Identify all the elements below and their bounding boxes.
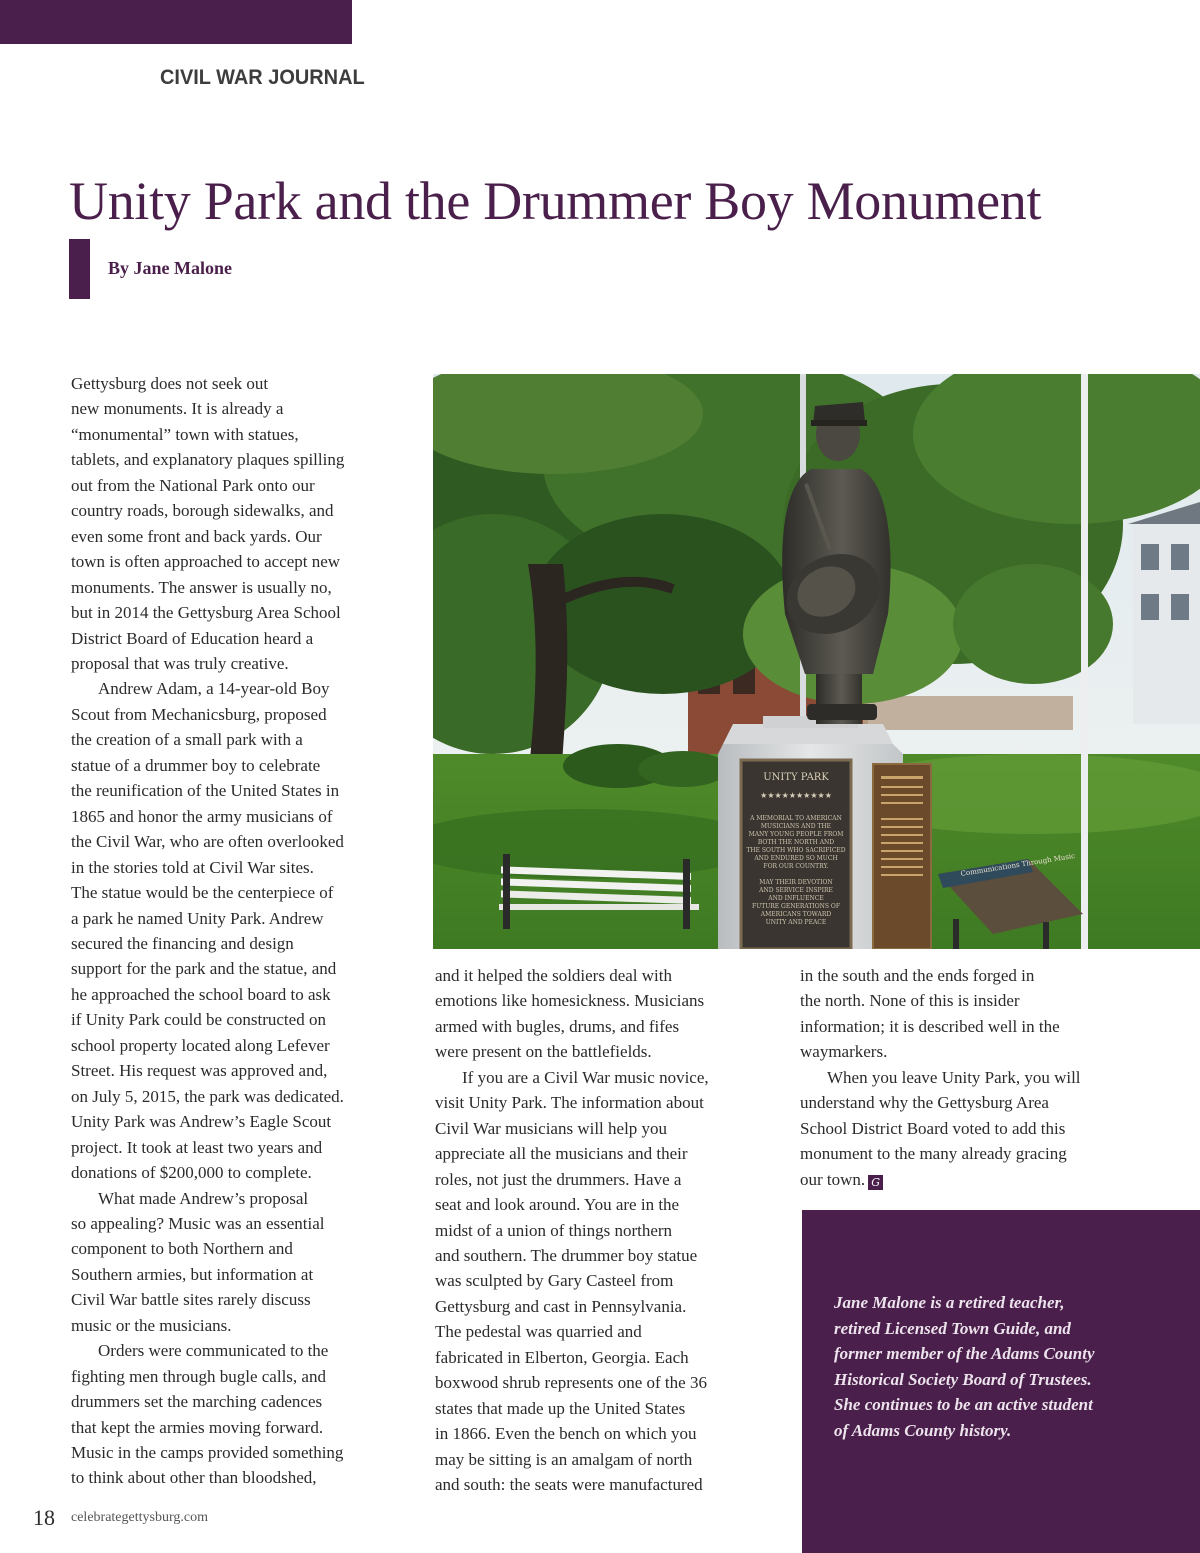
text-line: the north. None of this is insider [800,991,1020,1011]
text-line: that kept the armies moving forward. [71,1417,324,1437]
article-column-2 [435,963,770,1498]
text-line: proposal that was truly creative. [71,653,289,673]
text-line: drummers set the marching cadences [71,1392,323,1412]
text-line: if Unity Park could be constructed on [71,1010,326,1030]
text-line: out from the National Park onto our [71,475,315,495]
plaque-line: AND SERVICE INSPIRE [759,887,833,894]
text-line: Civil War battle sites rarely discuss [71,1290,311,1310]
text-line: secured the financing and design [71,933,294,953]
text-line: understand why the Gettysburg Area [800,1093,1049,1113]
text-line: What made Andrew’s proposal [98,1188,309,1208]
text-line: in the stories told at Civil War sites. [71,857,314,877]
plaque-line: AND ENDURED SO MUCH [754,855,838,862]
plaque-stars: ★★★★★★★★★★ [760,791,832,800]
text-line: The pedestal was quarried and [435,1322,642,1342]
text-line: When you leave Unity Park, you will [827,1067,1081,1087]
text-line: states that made up the United States [435,1398,686,1418]
article-column-3 [800,963,1135,1192]
text-line: monuments. The answer is usually no, [71,577,332,597]
section-label: CIVIL WAR JOURNAL [160,66,365,89]
bio-line: Historical Society Board of Trustees. [834,1369,1092,1389]
text-line: the creation of a small park with a [71,730,303,750]
text-line: information; it is described well in the [800,1016,1060,1036]
text-line: Street. His request was approved and, [71,1061,328,1081]
text-line: Civil War musicians will help you [435,1118,668,1138]
text-line: armed with bugles, drums, and fifes [435,1016,680,1036]
text-line: the Civil War, who are often overlooked [71,832,344,852]
text-line: midst of a union of things northern [435,1220,673,1240]
text-line: were present on the battlefields. [435,1042,652,1062]
article-title: Unity Park and the Drummer Boy Monument [69,171,1042,231]
text-line: Music in the camps provided something [71,1443,344,1463]
author-bio-box [802,1210,1200,1553]
text-line: the reunification of the United States in [71,781,340,801]
plaque-line: FOR OUR COUNTRY. [763,863,829,870]
text-line: support for the park and the statue, and [71,959,337,979]
text-line: was sculpted by Gary Casteel from [435,1271,674,1291]
text-line: donations of $200,000 to complete. [71,1163,312,1183]
text-line: emotions like homesickness. Musicians [435,991,705,1011]
byline-accent-bar [69,239,90,299]
text-line: so appealing? Music was an essential [71,1213,325,1233]
page-number: 18 [33,1505,55,1530]
text-line: Unity Park was Andrew’s Eagle Scout [71,1112,332,1132]
bio-line: She continues to be an active student [834,1395,1093,1414]
end-of-article-icon: G [868,1175,883,1190]
text-line: If you are a Civil War music novice, [462,1067,709,1087]
text-line: country roads, borough sidewalks, and [71,501,334,521]
plaque-line: MUSICIANS AND THE [760,823,832,830]
text-line: School District Board voted to add this [800,1118,1066,1138]
plaque-line: MAY THEIR DEVOTION [759,879,833,886]
text-line: Andrew Adam, a 14-year-old Boy [98,679,330,699]
text-line: may be sitting is an amalgam of north [435,1449,693,1469]
text-line-end: our town. [800,1169,866,1189]
footer-website: celebrategettysburg.com [71,1510,208,1525]
text-line: District Board of Education heard a [71,628,314,648]
text-line: Gettysburg does not seek out [71,374,269,393]
plaque-line: AND INFLUENCE [768,895,824,902]
top-accent-bar [0,0,352,44]
text-line: music or the musicians. [71,1315,232,1335]
bio-line: retired Licensed Town Guide, and [834,1318,1071,1338]
text-line: Southern armies, but information at [71,1264,314,1284]
author-bio [834,1290,1095,1443]
text-line: and southern. The drummer boy statue [435,1245,698,1265]
text-line: he approached the school board to ask [71,984,331,1004]
monument-photo [433,374,1200,949]
text-line: and south: the seats were manufactured [435,1475,703,1495]
text-line: visit Unity Park. The information about [435,1093,704,1113]
plaque-line: AMERICANS TOWARD [760,911,832,918]
text-line: new monuments. It is already a [71,399,284,419]
article-column-1 [71,371,406,1491]
text-line: on July 5, 2015, the park was dedicated. [71,1086,344,1106]
bio-line: former member of the Adams County [834,1344,1095,1363]
text-line: “monumental” town with statues, [71,424,299,444]
text-line: fabricated in Elberton, Georgia. Each [435,1347,689,1367]
text-line: in the south and the ends forged in [800,966,1035,985]
text-line: seat and look around. You are in the [435,1195,680,1215]
text-line: Orders were communicated to the [98,1341,329,1361]
unity-park-plaque [741,760,851,949]
text-line [800,1167,1135,1192]
text-line: waymarkers. [800,1042,888,1062]
text-line: project. It took at least two years and [71,1137,323,1157]
bio-line: Jane Malone is a retired teacher, [834,1293,1065,1312]
text-line: in 1866. Even the bench on which you [435,1424,697,1444]
text-line: even some front and back yards. Our [71,526,322,546]
text-line: statue of a drummer boy to celebrate [71,755,321,775]
plaque-line: FUTURE GENERATIONS OF [751,903,841,910]
text-line: tablets, and explanatory plaques spilling [71,450,345,470]
text-line: but in 2014 the Gettysburg Area School [71,603,341,623]
text-line: to think about other than bloodshed, [71,1468,317,1488]
text-line: component to both Northern and [71,1239,293,1259]
byline: By Jane Malone [108,258,232,278]
text-line: town is often approached to accept new [71,552,341,572]
plaque-line: BOTH THE NORTH AND [757,839,835,846]
text-line: roles, not just the drummers. Have a [435,1169,682,1189]
plaque-line: A MEMORIAL TO AMERICAN [750,815,842,822]
text-line: Gettysburg and cast in Pennsylvania. [435,1296,687,1316]
plaque-line: UNITY AND PEACE [765,919,827,926]
plaque-line: THE SOUTH WHO SACRIFICED [746,847,846,854]
text-line: boxwood shrub represents one of the 36 [435,1373,707,1393]
text-line: The statue would be the centerpiece of [71,883,334,903]
text-line: Scout from Mechanicsburg, proposed [71,704,327,724]
text-line: 1865 and honor the army musicians of [71,806,333,826]
text-line: appreciate all the musicians and their [435,1144,688,1164]
plaque-title: UNITY PARK [763,772,829,783]
plaque-line: MANY YOUNG PEOPLE FROM [748,831,844,838]
text-line: and it helped the soldiers deal with [435,966,672,985]
text-line: a park he named Unity Park. Andrew [71,908,324,928]
text-line: monument to the many already gracing [800,1144,1067,1164]
text-line: fighting men through bugle calls, and [71,1366,326,1386]
bio-line: of Adams County history. [834,1420,1012,1440]
sign-title: Communications Through Music [960,851,1076,878]
text-line: school property located along Lefever [71,1035,330,1055]
